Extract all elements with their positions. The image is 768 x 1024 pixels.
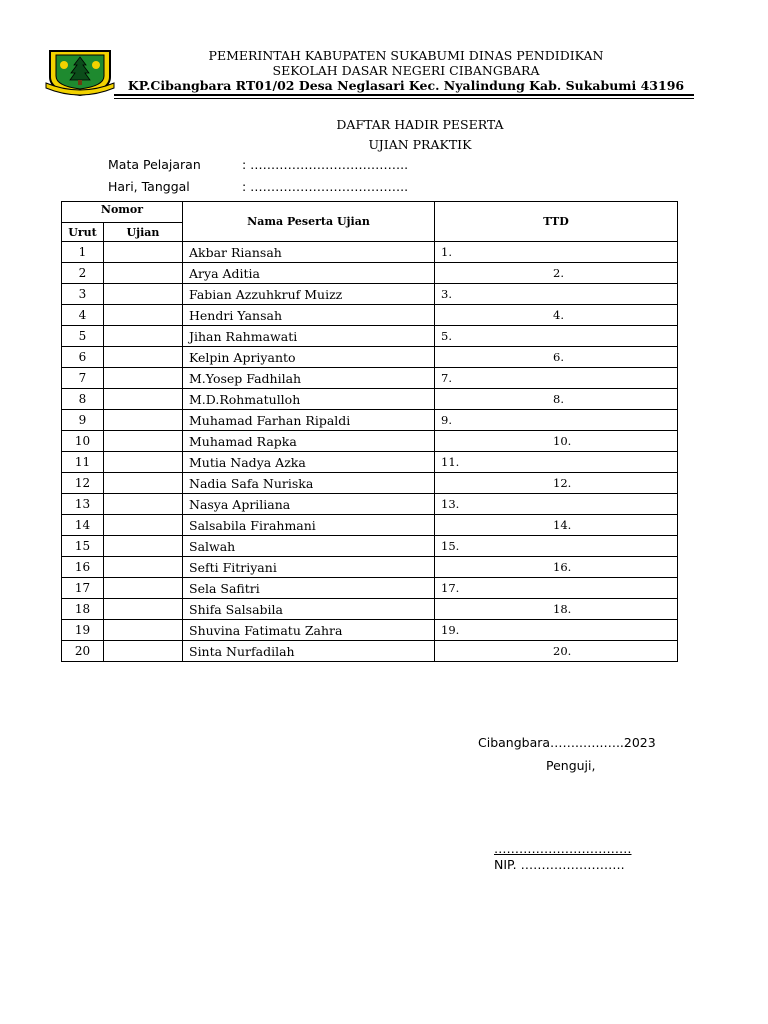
cell-ttd: 3. [435,284,678,305]
signature-role: Penguji, [546,758,596,773]
meta-subject [108,157,408,172]
cell-urut: 5 [62,326,104,347]
cell-nama: Nadia Safa Nuriska [183,473,435,494]
signature-nip: NIP. ……………………. [494,857,625,872]
cell-nama: Sinta Nurfadilah [183,641,435,662]
cell-ttd: 16. [435,557,678,578]
cell-urut: 12 [62,473,104,494]
cell-nama: Nasya Apriliana [183,494,435,515]
cell-ttd: 7. [435,368,678,389]
table-row [62,494,678,515]
cell-ujian [104,536,183,557]
cell-nama: Salwah [183,536,435,557]
table-row [62,410,678,431]
cell-ttd: 2. [435,263,678,284]
cell-ujian [104,452,183,473]
signature-place-date: Cibangbara……..…..…..2023 [478,735,656,750]
table-row [62,389,678,410]
cell-urut: 4 [62,305,104,326]
cell-ttd: 19. [435,620,678,641]
cell-ujian [104,389,183,410]
cell-urut: 8 [62,389,104,410]
cell-urut: 13 [62,494,104,515]
cell-nama: Jihan Rahmawati [183,326,435,347]
cell-ujian [104,305,183,326]
cell-ujian [104,242,183,263]
table-row [62,263,678,284]
header-nomor: Nomor [62,202,183,223]
table-row [62,326,678,347]
cell-nama: Kelpin Apriyanto [183,347,435,368]
cell-nama: Sefti Fitriyani [183,557,435,578]
cell-urut: 6 [62,347,104,368]
cell-ttd: 1. [435,242,678,263]
cell-ttd: 11. [435,452,678,473]
cell-ujian [104,620,183,641]
table-row [62,515,678,536]
cell-urut: 19 [62,620,104,641]
cell-ujian [104,494,183,515]
cell-urut: 1 [62,242,104,263]
document-title: DAFTAR HADIR PESERTA [336,117,504,132]
table-row [62,242,678,263]
cell-ujian [104,284,183,305]
meta-label: Hari, Tanggal [108,179,190,194]
cell-ttd: 14. [435,515,678,536]
cell-urut: 11 [62,452,104,473]
cell-urut: 9 [62,410,104,431]
header-nama: Nama Peserta Ujian [183,202,435,242]
cell-nama: Akbar Riansah [183,242,435,263]
table-row [62,431,678,452]
cell-nama: Shifa Salsabila [183,599,435,620]
cell-nama: Hendri Yansah [183,305,435,326]
cell-nama: M.D.Rohmatulloh [183,389,435,410]
cell-nama: Sela Safitri [183,578,435,599]
cell-ttd: 13. [435,494,678,515]
table-row [62,599,678,620]
cell-urut: 20 [62,641,104,662]
cell-ttd: 20. [435,641,678,662]
cell-ttd: 10. [435,431,678,452]
meta-label: Mata Pelajaran [108,157,201,172]
letterhead [118,48,694,93]
letterhead-address: KP.Cibangbara RT01/02 Desa Neglasari Kec. Nyalindung Kab. Sukabumi 43196 [127,78,685,93]
cell-urut: 18 [62,599,104,620]
cell-nama: Salsabila Firahmani [183,515,435,536]
signature-name-line: …………………………… [494,841,632,856]
cell-ujian [104,326,183,347]
table-row [62,347,678,368]
cell-nama: Muhamad Rapka [183,431,435,452]
meta-value: : ……………………………….. [242,157,409,172]
cell-ttd: 5. [435,326,678,347]
cell-ttd: 17. [435,578,678,599]
table-row [62,368,678,389]
table-row [62,452,678,473]
cell-ttd: 9. [435,410,678,431]
cell-nama: Mutia Nadya Azka [183,452,435,473]
header-ujian: Ujian [104,223,183,242]
table-row [62,557,678,578]
letterhead-rule-thin [114,98,694,99]
table-row [62,473,678,494]
cell-ttd: 4. [435,305,678,326]
cell-nama: Arya Aditia [183,263,435,284]
attendance-table [61,201,678,662]
table-row [62,536,678,557]
header-ttd: TTD [435,202,678,242]
cell-ujian [104,368,183,389]
document-subtitle: UJIAN PRAKTIK [368,137,472,152]
table-row [62,641,678,662]
table-row [62,578,678,599]
cell-ujian [104,473,183,494]
letterhead-line-2: SEKOLAH DASAR NEGERI CIBANGBARA [272,63,540,78]
letterhead-rule-thick [114,94,694,96]
cell-urut: 14 [62,515,104,536]
cell-ujian [104,557,183,578]
cell-nama: M.Yosep Fadhilah [183,368,435,389]
meta-date [108,179,408,194]
cell-ttd: 18. [435,599,678,620]
cell-ujian [104,515,183,536]
cell-ujian [104,410,183,431]
cell-ttd: 12. [435,473,678,494]
cell-nama: Shuvina Fatimatu Zahra [183,620,435,641]
cell-ujian [104,431,183,452]
letterhead-line-1: PEMERINTAH KABUPATEN SUKABUMI DINAS PENDIDIKAN [208,48,604,63]
regency-emblem-icon [44,47,116,97]
cell-urut: 16 [62,557,104,578]
cell-ttd: 15. [435,536,678,557]
cell-ujian [104,578,183,599]
cell-nama: Muhamad Farhan Ripaldi [183,410,435,431]
cell-nama: Fabian Azzuhkruf Muizz [183,284,435,305]
table-row [62,284,678,305]
meta-value: : ……………………………….. [242,179,409,194]
table-row [62,305,678,326]
cell-ujian [104,599,183,620]
cell-urut: 10 [62,431,104,452]
cell-ttd: 6. [435,347,678,368]
cell-ujian [104,263,183,284]
cell-urut: 2 [62,263,104,284]
cell-urut: 7 [62,368,104,389]
cell-ujian [104,641,183,662]
cell-ujian [104,347,183,368]
cell-urut: 3 [62,284,104,305]
cell-ttd: 8. [435,389,678,410]
table-row [62,620,678,641]
cell-urut: 17 [62,578,104,599]
header-urut: Urut [62,223,104,242]
cell-urut: 15 [62,536,104,557]
